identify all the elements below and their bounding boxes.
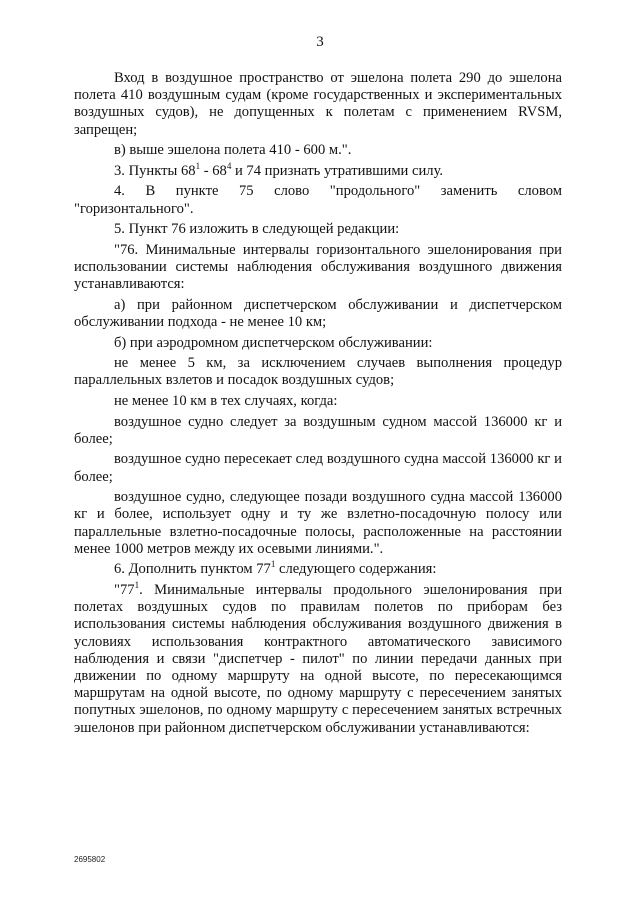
page-number: 3 <box>316 34 324 50</box>
point-77-sup: 1 <box>134 580 140 591</box>
paragraph-point-77-1 <box>74 582 562 737</box>
paragraph-crosses-wake: воздушное судно пересекает след воздушного судна массой 136000 кг и более; <box>74 451 562 485</box>
paragraph-same-runway: воздушное судно, следующее позади воздушного судна массой 136000 кг и более, использует одну и ту же взлетно-посадочную полосу или параллельные взлетно-посадочные полосы, расположенные на расстоянии менее 1000 метров между их осевыми линиями.". <box>74 489 562 557</box>
paragraph-point-4: 4. В пункте 75 слово "продольного" заменить словом "горизонтального". <box>74 183 562 217</box>
paragraph-item-b: б) при аэродромном диспетчерском обслуживании: <box>114 334 433 351</box>
point-3-text-a: 3. Пункты 68 <box>114 162 196 179</box>
paragraph-min-10km: не менее 10 км в тех случаях, когда: <box>114 392 338 409</box>
paragraph-follows-heavy: воздушное судно следует за воздушным судном массой 136000 кг и более; <box>74 413 562 447</box>
paragraph-point-6 <box>74 561 562 578</box>
paragraph-point-3 <box>74 160 562 180</box>
paragraph-item-a: а) при районном диспетчерском обслуживании и диспетчерском обслуживании подхода - не менее 10 км; <box>74 296 562 330</box>
paragraph-point-5: 5. Пункт 76 изложить в следующей редакции: <box>114 221 400 238</box>
point-3-text-c: и 74 признать утратившими силу. <box>231 162 444 179</box>
paragraph-rvsm-entry: Вход в воздушное пространство от эшелона полета 290 до эшелона полета 410 воздушным судам (кроме государственных и экспериментальных воздушных судов), не допущенных к полетам с применением RVSM, запрещен; <box>74 70 562 138</box>
point-6-sup: 1 <box>270 559 276 570</box>
document-body <box>74 70 562 737</box>
point-3-text-b: - 68 <box>200 162 227 179</box>
point-77-text-b: . Минимальные интервалы продольного эшелонирования при полетах воздушных судов по правилам полетов по приборам без использования системы наблюдения обслуживания воздушного движения в условиях использования контрактного автоматического зависимого наблюдения и связи "диспетчер - пилот" по линии передачи данных при движении по одному маршруту на одной высоте, по пересекающимся маршрутам на одной высоте, по одному маршруту с пересечением занятых попутных эшелонов, по одному маршруту с пересечением занятых встречных эшелонов при районном диспетчерском обслуживании устанавливаются: <box>74 581 562 736</box>
point-6-text-a: 6. Дополнить пунктом 77 <box>114 561 271 578</box>
point-6-text-b: следующего содержания: <box>275 561 437 578</box>
document-id: 2695802 <box>74 855 106 864</box>
point-3-sup-1: 1 <box>195 160 201 171</box>
point-3-sup-2: 4 <box>226 160 232 171</box>
paragraph-point-76: "76. Минимальные интервалы горизонтального эшелонирования при использовании системы наблюдения обслуживания воздушного движения устанавливаются: <box>74 241 562 293</box>
point-77-text-a: "77 <box>114 581 135 598</box>
paragraph-min-5km: не менее 5 км, за исключением случаев выполнения процедур параллельных взлетов и посадок воздушных судов; <box>74 355 562 389</box>
paragraph-item-v: в) выше эшелона полета 410 - 600 м.". <box>114 142 352 159</box>
